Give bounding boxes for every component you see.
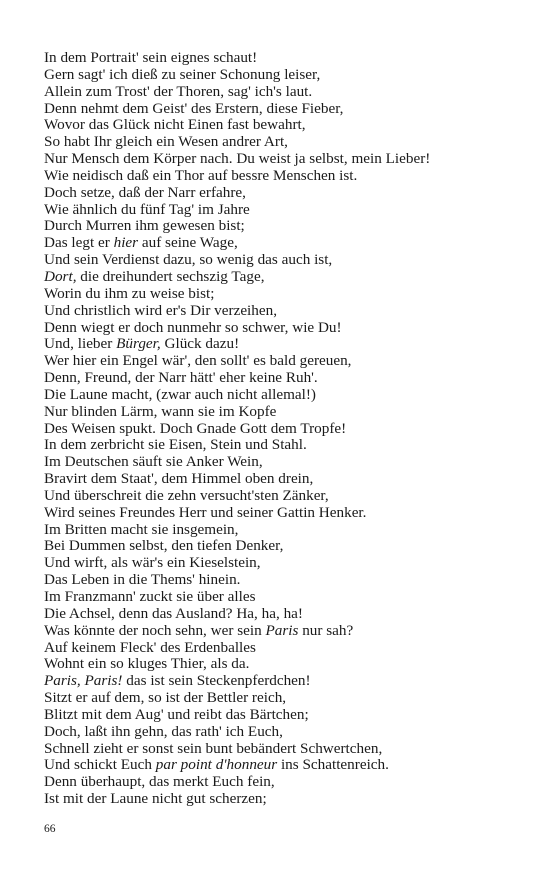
poem-line	[44, 656, 534, 673]
poem-line-text: die dreihundert sechszig Tage,	[76, 267, 265, 285]
poem-line	[44, 522, 534, 539]
poem-line-text: Bravirt dem Staat', dem Himmel oben drein,	[44, 470, 314, 488]
poem-line	[44, 185, 534, 202]
poem-line	[44, 387, 534, 404]
poem-line	[44, 404, 534, 421]
poem-line-text: Die Achsel, denn das Ausland? Ha, ha, ha!	[44, 604, 303, 622]
poem-line	[44, 134, 534, 151]
poem-line-text: auf seine Wage,	[138, 234, 238, 252]
poem-line	[44, 235, 534, 252]
poem-line	[44, 168, 534, 185]
poem-line	[44, 538, 534, 555]
poem-line-text: Durch Murren ihm gewesen bist;	[44, 217, 245, 235]
poem-line-text: Und schickt Euch	[44, 756, 156, 774]
poem-line	[44, 690, 534, 707]
poem-line	[44, 117, 534, 134]
poem-line-text: In dem zerbricht sie Eisen, Stein und Stahl.	[44, 436, 307, 454]
poem-line-text: Wohnt ein so kluges Thier, als da.	[44, 655, 250, 673]
poem-line-text: Im Franzmann' zuckt sie über alles	[44, 588, 256, 605]
poem-line-text: Und überschreit die zehn versucht'sten Zänker,	[44, 486, 329, 504]
poem-line	[44, 286, 534, 303]
poem-line-italic-text: Bürger,	[116, 335, 161, 353]
poem-line	[44, 50, 534, 67]
poem-line-italic-text: par point d'honneur	[155, 756, 278, 774]
poem-line-text: Die Laune macht, (zwar auch nicht allemal!)	[44, 385, 316, 403]
poem-line-text: Gern sagt' ich dieß zu seiner Schonung leiser,	[44, 65, 321, 83]
poem-line-italic-text: Paris	[265, 621, 299, 639]
poem-line	[44, 269, 534, 286]
poem-line-italic-text: Dort,	[44, 267, 77, 285]
poem-line	[44, 606, 534, 623]
poem-line-text: Wird seines Freundes Herr und seiner Gattin Henker.	[44, 503, 367, 521]
poem-line	[44, 623, 534, 640]
poem-line	[44, 218, 534, 235]
poem-line-text: Im Britten macht sie insgemein,	[44, 520, 239, 538]
poem-line-text: Glück dazu!	[160, 335, 240, 353]
poem-line-text: Nur blinden Lärm, wann sie im Kopfe	[44, 402, 277, 420]
poem-line-text: Doch setze, daß der Narr erfahre,	[44, 183, 246, 201]
poem-line	[44, 505, 534, 522]
poem-line	[44, 437, 534, 454]
poem-line-text: Und christlich wird er's Dir verzeihen,	[44, 301, 278, 319]
poem-line-text: Denn überhaupt, das merkt Euch fein,	[44, 773, 275, 791]
poem-line-text: Ist mit der Laune nicht gut scherzen;	[44, 790, 267, 808]
poem-line-text: Blitzt mit dem Aug' und reibt das Bärtchen;	[44, 705, 309, 723]
poem-line-text: Denn wiegt er doch nunmehr so schwer, wie Du!	[44, 318, 342, 336]
poem-line	[44, 353, 534, 370]
poem-line-text: ins Schattenreich.	[277, 756, 389, 774]
poem-line-text: Worin du ihm zu weise bist;	[44, 284, 215, 302]
page-number: 66	[44, 823, 56, 835]
poem-line-text: So habt Ihr gleich ein Wesen andrer Art,	[44, 133, 288, 151]
poem-line-text: Auf keinem Fleck' des Erdenballes	[44, 638, 256, 656]
poem-line-text: Wie neidisch daß ein Thor auf bessre Menschen ist.	[44, 166, 358, 184]
poem-line-text: das ist sein Steckenpferdchen!	[122, 672, 311, 690]
poem-line-text: Das Leben in die Thems' hinein.	[44, 571, 241, 589]
poem-line	[44, 640, 534, 657]
poem-line	[44, 202, 534, 219]
poem-line	[44, 421, 534, 438]
poem-line-text: Und sein Verdienst dazu, so wenig das auch ist,	[44, 251, 333, 269]
poem-line	[44, 303, 534, 320]
poem-line-italic-text: hier	[113, 234, 139, 252]
poem-line	[44, 336, 534, 353]
poem-line-text: Doch, laßt ihn gehn, das rath' ich Euch,	[44, 722, 283, 740]
poem-line	[44, 101, 534, 118]
poem-line	[44, 757, 534, 774]
poem-line-text: Bei Dummen selbst, den tiefen Denker,	[44, 537, 284, 555]
poem-line-text: Wie ähnlich du fünf Tag' im Jahre	[44, 200, 250, 218]
poem-line	[44, 791, 534, 808]
poem-line	[44, 67, 534, 84]
poem-line	[44, 724, 534, 741]
poem-line	[44, 589, 534, 606]
poem-line-text: Wer hier ein Engel wär', den sollt' es bald gereuen,	[44, 352, 352, 370]
poem-line	[44, 320, 534, 337]
poem-line-text: Allein zum Trost' der Thoren, sag' ich's laut.	[44, 82, 313, 100]
poem-line	[44, 454, 534, 471]
poem-line	[44, 471, 534, 488]
poem-line-italic-text: Paris, Paris!	[44, 672, 123, 690]
poem-line-text: nur sah?	[298, 621, 354, 639]
poem-line-text: Denn, Freund, der Narr hätt' eher keine Ruh'.	[44, 369, 318, 387]
poem-line-text: Denn nehmt dem Geist' des Erstern, diese Fieber,	[44, 99, 344, 117]
poem-line	[44, 707, 534, 724]
poem-line	[44, 370, 534, 387]
poem-line	[44, 555, 534, 572]
poem-line-text: Und, lieber	[44, 335, 117, 353]
poem-line	[44, 741, 534, 758]
poem-line-text: Und wirft, als wär's ein Kieselstein,	[44, 554, 261, 572]
poem-text	[44, 50, 534, 808]
poem-line	[44, 673, 534, 690]
poem-line	[44, 252, 534, 269]
poem-line	[44, 151, 534, 168]
poem-line-text: Des Weisen spukt. Doch Gnade Gott dem Tropfe!	[44, 419, 347, 437]
poem-line-text: Wovor das Glück nicht Einen fast bewahrt,	[44, 116, 306, 134]
poem-line	[44, 774, 534, 791]
poem-line	[44, 84, 534, 101]
poem-line-text: Sitzt er auf dem, so ist der Bettler reich,	[44, 689, 287, 707]
poem-line-text: Das legt er	[44, 234, 114, 252]
poem-line-text: Schnell zieht er sonst sein bunt bebändert Schwertchen,	[44, 739, 383, 757]
poem-line-text: Nur Mensch dem Körper nach. Du weist ja selbst, mein Lieber!	[44, 150, 431, 168]
poem-line	[44, 572, 534, 589]
poem-line-text: Im Deutschen säuft sie Anker Wein,	[44, 453, 263, 471]
poem-line-text: In dem Portrait' sein eignes schaut!	[44, 49, 258, 66]
poem-line	[44, 488, 534, 505]
poem-line-text: Was könnte der noch sehn, wer sein	[44, 621, 266, 639]
